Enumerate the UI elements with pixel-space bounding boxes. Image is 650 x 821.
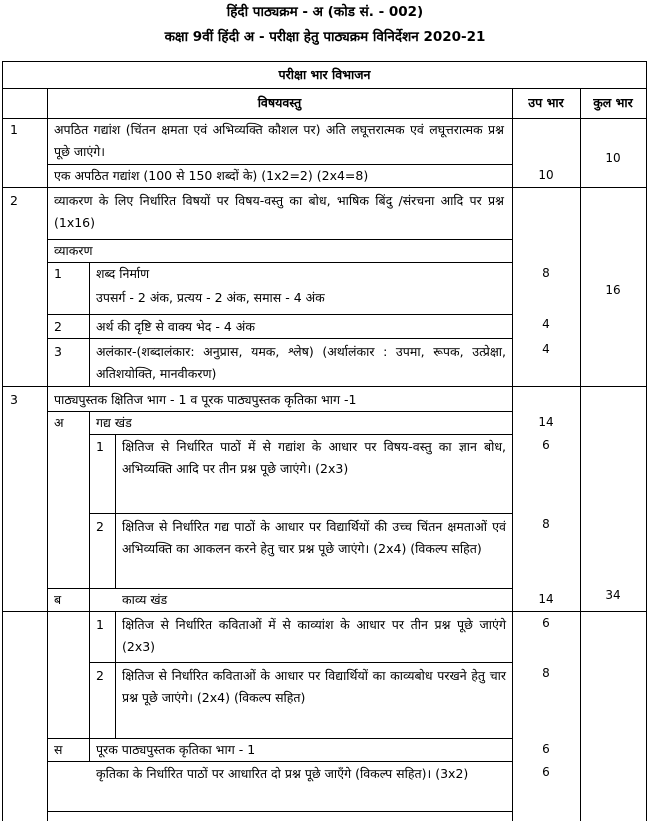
section-1-description: अपठित गद्यांश (चिंतन क्षमता एवं अभिव्यक्ति कौशल पर) अति लघूत्तरात्मक एवं लघूत्तरात्मक प्रश्न पूछे जाएंगे। (54, 122, 504, 159)
grammar-item-2-weight: 4 (542, 317, 550, 331)
prose-item-1-number: 1 (96, 439, 104, 454)
grammar-item-1-title: शब्द निर्माण (96, 266, 150, 281)
document-title: हिंदी पाठ्यक्रम - अ (कोड सं. - 002) (226, 4, 424, 20)
part-a-weight: 14 (538, 415, 554, 429)
prose-item-2-number: 2 (96, 519, 104, 534)
document-subtitle: कक्षा 9वीं हिंदी अ - परीक्षा हेतु पाठ्यक्रम विनिर्देशन 2020-21 (164, 29, 486, 45)
grammar-item-3-title: अलंकार-(शब्दालंकार: अनुप्रास, यमक, श्लेष) (अर्थालंकार : उपमा, रूपक, उत्प्रेक्षा, अतिशयोक्ति, मानवीकरण) (96, 344, 506, 381)
grammar-item-2-number: 2 (54, 319, 62, 334)
part-c-letter: स (54, 742, 63, 757)
weightage-table (2, 61, 647, 821)
part-b-weight: 14 (538, 592, 554, 606)
column-header-sub-weight: उप भार (528, 95, 564, 110)
part-c-item-weight: 6 (542, 765, 550, 779)
prose-item-1-description: क्षितिज से निर्धारित पाठों में से गद्यांश के आधार पर विषय-वस्तु का ज्ञान बोध, अभिव्यक्ति आदि पर तीन प्रश्न पूछे जाएंगे। (2x3) (122, 439, 506, 476)
poetry-item-2-number: 2 (96, 668, 104, 683)
section-1-number: 1 (10, 122, 18, 137)
section-2-total-weight: 16 (605, 283, 621, 297)
grammar-item-3-number: 3 (54, 344, 62, 359)
section-3-total-weight: 34 (605, 588, 621, 602)
section-2-sub-heading: व्याकरण (54, 243, 93, 258)
section-1-item-description: एक अपठित गद्यांश (100 से 150 शब्दों के) (1x2=2) (2x4=8) (54, 168, 369, 183)
poetry-item-1-weight: 6 (542, 616, 550, 630)
section-1-item-weight: 10 (538, 168, 554, 182)
section-3-number: 3 (10, 392, 18, 407)
grammar-item-1-weight: 8 (542, 266, 550, 280)
prose-item-1-weight: 6 (542, 438, 550, 452)
section-2-description: व्याकरण के लिए निर्धारित विषयों पर विषय-वस्तु का बोध, भाषिक बिंदु /संरचना आदि पर प्रश्न (1x16) (54, 193, 504, 230)
part-b-title: काव्य खंड (122, 592, 168, 607)
part-c-title: पूरक पाठ्यपुस्तक कृतिका भाग - 1 (96, 742, 256, 757)
grammar-item-3-weight: 4 (542, 342, 550, 356)
part-c-weight: 6 (542, 742, 550, 756)
section-2-number: 2 (10, 193, 18, 208)
section-1-total-weight: 10 (605, 151, 621, 165)
prose-item-2-weight: 8 (542, 517, 550, 531)
poetry-item-2-description: क्षितिज से निर्धारित कविताओं के आधार पर विद्यार्थियों का काव्यबोध परखने हेतु चार प्रश्न पूछे जाएंगे। (2x4) (विकल्प सहित) (122, 668, 506, 705)
part-b-letter: ब (54, 592, 62, 607)
table-caption: परीक्षा भार विभाजन (278, 67, 371, 82)
column-header-total-weight: कुल भार (593, 95, 633, 110)
grammar-item-1-detail: उपसर्ग - 2 अंक, प्रत्यय - 2 अंक, समास - 4 अंक (96, 290, 325, 305)
poetry-item-1-number: 1 (96, 617, 104, 632)
grammar-item-1-number: 1 (54, 266, 62, 281)
part-a-letter: अ (54, 415, 64, 430)
poetry-item-1-description: क्षितिज से निर्धारित कविताओं में से काव्यांश के आधार पर तीन प्रश्न पूछे जाएंगे (2x3) (122, 617, 506, 654)
part-c-item-description: कृतिका के निर्धारित पाठों पर आधारित दो प्रश्न पूछे जाएँगे (विकल्प सहित)। (3x2) (96, 766, 469, 781)
grammar-item-2-title: अर्थ की दृष्टि से वाक्य भेद - 4 अंक (96, 319, 255, 334)
part-a-title: गद्य खंड (96, 415, 132, 430)
section-3-description: पाठ्यपुस्तक क्षितिज भाग - 1 व पूरक पाठ्यपुस्तक कृतिका भाग -1 (54, 392, 357, 407)
prose-item-2-description: क्षितिज से निर्धारित गद्य पाठों के आधार पर विद्यार्थियों की उच्च चिंतन क्षमताओं एवं अभिव्यक्ति का आकलन करने हेतु चार प्रश्न पूछे जाएंगे। (2x4) (विकल्प सहित) (122, 519, 506, 556)
column-header-content: विषयवस्तु (257, 95, 302, 110)
poetry-item-2-weight: 8 (542, 666, 550, 680)
